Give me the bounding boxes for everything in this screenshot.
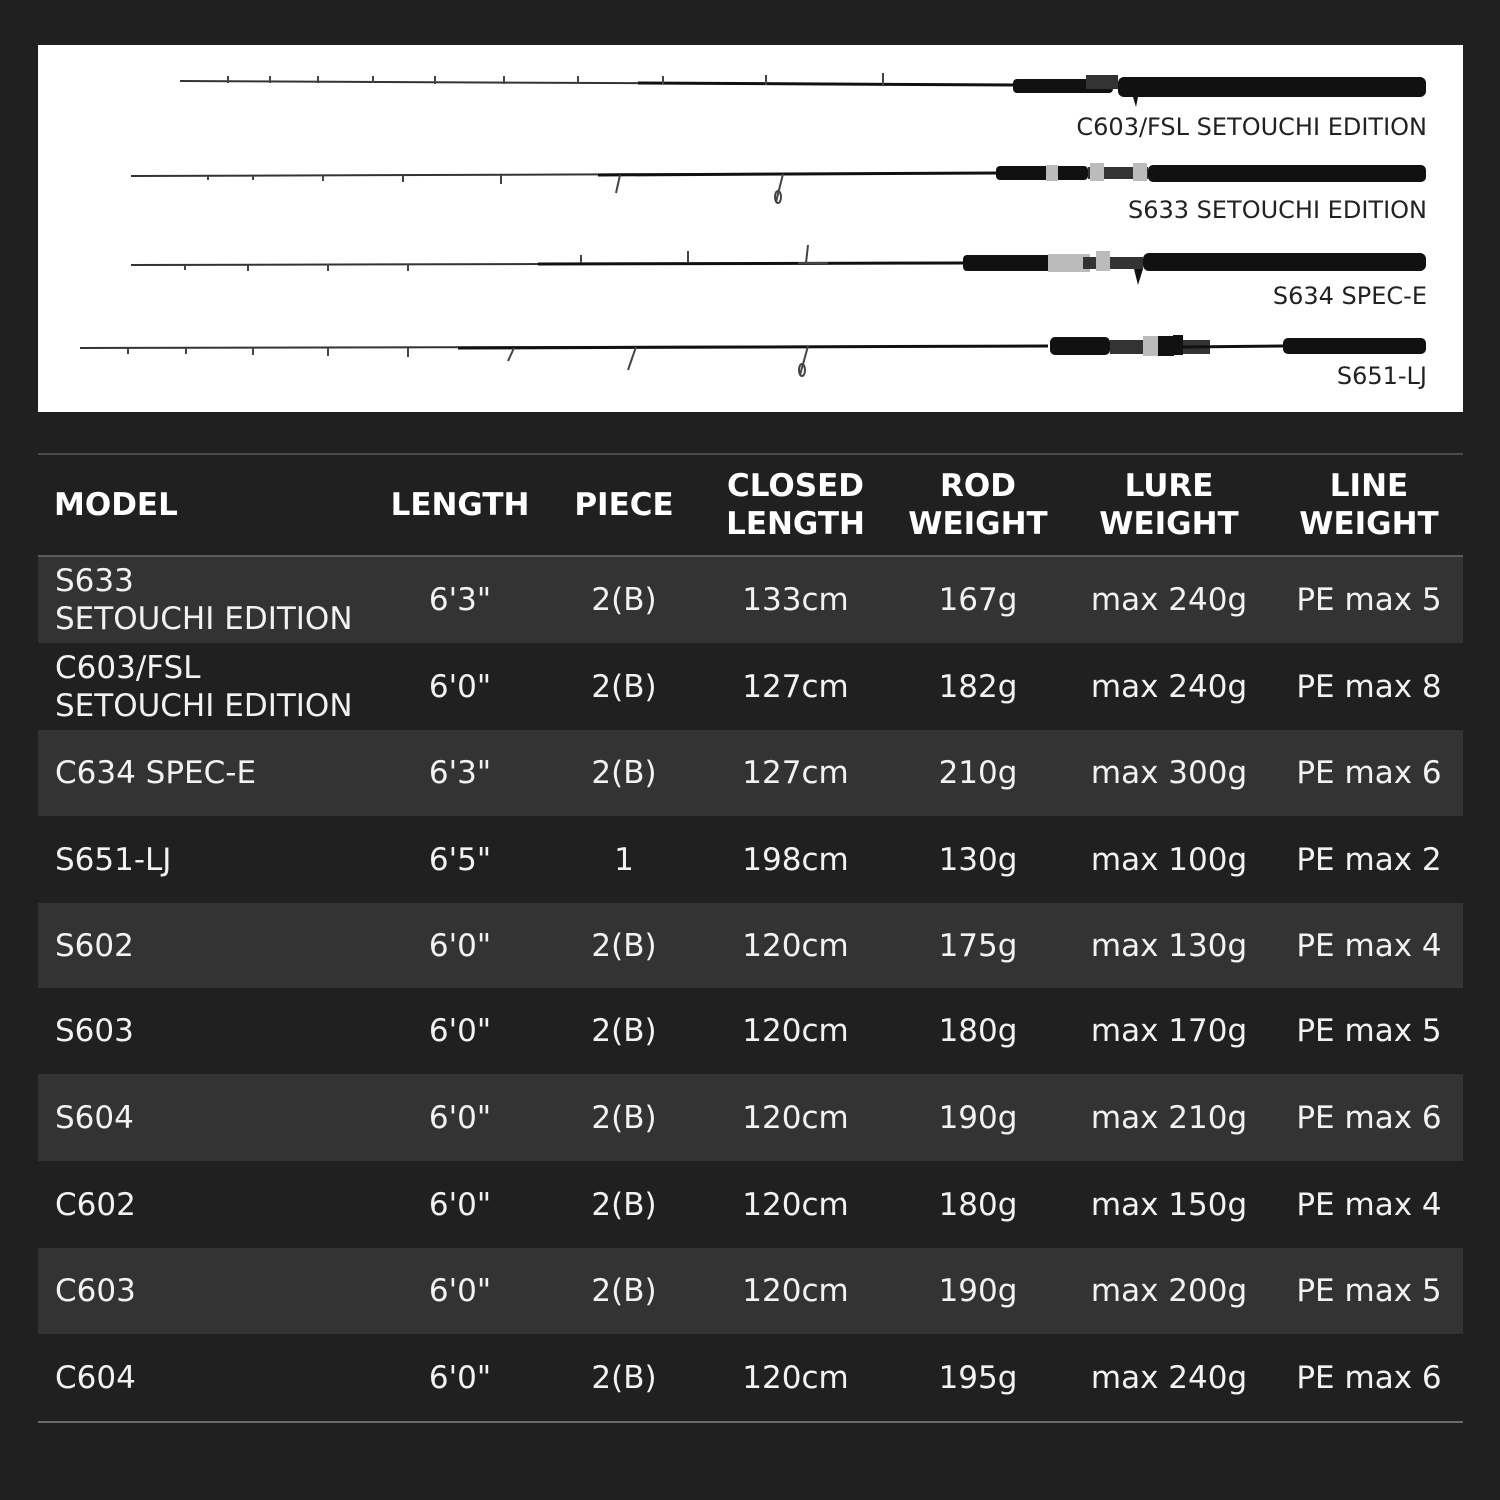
length-cell: 6'0" bbox=[428, 1273, 492, 1309]
rod-s634-spec-e bbox=[131, 245, 1426, 285]
line-weight-cell: PE max 6 bbox=[1296, 1359, 1442, 1396]
length-cell: 6'0" bbox=[428, 1013, 492, 1049]
line-weight-cell: PE max 5 bbox=[1296, 1013, 1442, 1049]
lure-weight-cell: max 130g bbox=[1090, 927, 1248, 964]
rod-label-s651-lj: S651-LJ bbox=[1336, 362, 1427, 390]
closed-length-cell: 198cm bbox=[742, 841, 849, 878]
rod-s651-lj bbox=[80, 335, 1426, 376]
piece-cell: 2(B) bbox=[591, 1186, 657, 1223]
model-cell bbox=[38, 1359, 370, 1397]
length-cell: 6'3" bbox=[428, 755, 492, 791]
closed-length-cell: 120cm bbox=[742, 1186, 849, 1223]
model-cell bbox=[38, 562, 370, 638]
rod-weight-cell: 195g bbox=[938, 1359, 1018, 1396]
model-name: S633 bbox=[55, 563, 134, 599]
rod-weight-cell: 190g bbox=[938, 1099, 1018, 1136]
rod-weight-cell: 175g bbox=[938, 927, 1018, 964]
line-weight-cell: PE max 6 bbox=[1296, 1099, 1442, 1136]
rod-weight-cell: 180g bbox=[938, 1013, 1018, 1049]
model-name: C604 bbox=[55, 1359, 136, 1396]
lure-weight-cell: max 150g bbox=[1090, 1186, 1248, 1223]
line-weight-cell: PE max 5 bbox=[1296, 582, 1442, 618]
length-cell: 6'0" bbox=[428, 1186, 492, 1223]
length-cell: 6'0" bbox=[428, 927, 492, 964]
piece-cell: 2(B) bbox=[591, 1013, 657, 1049]
model-name: C603 bbox=[55, 1273, 136, 1309]
table-row bbox=[38, 1334, 1463, 1421]
piece-cell: 2(B) bbox=[591, 668, 657, 705]
model-cell bbox=[38, 649, 370, 725]
piece-cell: 2(B) bbox=[591, 1273, 657, 1309]
rod-label-s633: S633 SETOUCHI EDITION bbox=[1127, 196, 1427, 224]
lure-weight-cell: max 210g bbox=[1090, 1099, 1248, 1136]
header-model: MODEL bbox=[54, 487, 178, 523]
model-name: S604 bbox=[55, 1099, 134, 1136]
header-line-weight: LINE WEIGHT bbox=[1299, 468, 1439, 542]
line-weight-cell: PE max 2 bbox=[1296, 841, 1442, 878]
length-cell: 6'5" bbox=[428, 841, 492, 878]
closed-length-cell: 120cm bbox=[742, 1359, 849, 1396]
model-name: S602 bbox=[55, 927, 134, 964]
lure-weight-cell: max 200g bbox=[1090, 1273, 1248, 1309]
table-row bbox=[38, 1074, 1463, 1161]
model-cell bbox=[38, 927, 370, 965]
piece-cell: 2(B) bbox=[591, 1099, 657, 1136]
closed-length-cell: 120cm bbox=[742, 1099, 849, 1136]
table-row bbox=[38, 730, 1463, 816]
model-cell bbox=[38, 841, 370, 879]
rod-c603-fsl bbox=[180, 73, 1426, 107]
model-name: C634 SPEC-E bbox=[55, 755, 257, 791]
table-row bbox=[38, 1248, 1463, 1334]
model-cell bbox=[38, 1186, 370, 1224]
model-name: S651-LJ bbox=[55, 841, 172, 878]
length-cell: 6'0" bbox=[428, 668, 492, 705]
closed-length-cell: 120cm bbox=[742, 927, 849, 964]
line-weight-cell: PE max 4 bbox=[1296, 1186, 1442, 1223]
table-row bbox=[38, 1161, 1463, 1248]
table-body bbox=[38, 557, 1463, 1421]
piece-cell: 2(B) bbox=[591, 1359, 657, 1396]
header-lure-weight: LURE WEIGHT bbox=[1099, 468, 1239, 542]
model-cell bbox=[38, 754, 370, 792]
model-name: C603/FSL bbox=[55, 649, 201, 686]
rods-image-panel bbox=[38, 45, 1463, 412]
closed-length-cell: 133cm bbox=[742, 582, 849, 618]
model-cell bbox=[38, 1012, 370, 1050]
lure-weight-cell: max 300g bbox=[1090, 755, 1248, 791]
closed-length-cell: 120cm bbox=[742, 1273, 849, 1309]
closed-length-cell: 127cm bbox=[742, 668, 849, 705]
piece-cell: 2(B) bbox=[591, 755, 657, 791]
header-length: LENGTH bbox=[390, 487, 530, 523]
closed-length-cell: 120cm bbox=[742, 1013, 849, 1049]
table-row bbox=[38, 643, 1463, 730]
piece-cell: 2(B) bbox=[591, 582, 657, 618]
line-weight-cell: PE max 8 bbox=[1296, 668, 1442, 705]
table-row bbox=[38, 903, 1463, 988]
table-row bbox=[38, 988, 1463, 1074]
rod-label-s634: S634 SPEC-E bbox=[1272, 282, 1427, 310]
table-header bbox=[38, 455, 1463, 557]
header-rod-weight: ROD WEIGHT bbox=[908, 468, 1048, 542]
fishing-rods-illustration bbox=[38, 45, 1463, 412]
line-weight-cell: PE max 4 bbox=[1296, 927, 1442, 964]
rod-weight-cell: 180g bbox=[938, 1186, 1018, 1223]
rod-weight-cell: 210g bbox=[938, 755, 1018, 791]
lure-weight-cell: max 240g bbox=[1090, 1359, 1248, 1396]
piece-cell: 1 bbox=[614, 841, 634, 878]
spec-table bbox=[38, 453, 1463, 1423]
length-cell: 6'0" bbox=[428, 1099, 492, 1136]
rod-weight-cell: 167g bbox=[938, 582, 1018, 618]
length-cell: 6'0" bbox=[428, 1359, 492, 1396]
closed-length-cell: 127cm bbox=[742, 755, 849, 791]
length-cell: 6'3" bbox=[428, 582, 492, 618]
table-row bbox=[38, 557, 1463, 643]
lure-weight-cell: max 240g bbox=[1090, 582, 1248, 618]
lure-weight-cell: max 170g bbox=[1090, 1013, 1248, 1049]
model-edition: SETOUCHI EDITION bbox=[55, 687, 353, 724]
rod-weight-cell: 190g bbox=[938, 1273, 1018, 1309]
model-name: S603 bbox=[55, 1013, 134, 1049]
table-row bbox=[38, 816, 1463, 903]
lure-weight-cell: max 100g bbox=[1090, 841, 1248, 878]
lure-weight-cell: max 240g bbox=[1090, 668, 1248, 705]
model-cell bbox=[38, 1272, 370, 1310]
rod-label-c603-fsl: C603/FSL SETOUCHI EDITION bbox=[1076, 113, 1427, 141]
model-edition: SETOUCHI EDITION bbox=[55, 601, 353, 637]
line-weight-cell: PE max 5 bbox=[1296, 1273, 1442, 1309]
model-cell bbox=[38, 1099, 370, 1137]
model-name: C602 bbox=[55, 1186, 136, 1223]
rod-weight-cell: 130g bbox=[938, 841, 1018, 878]
header-piece: PIECE bbox=[574, 487, 674, 523]
line-weight-cell: PE max 6 bbox=[1296, 755, 1442, 791]
piece-cell: 2(B) bbox=[591, 927, 657, 964]
rod-weight-cell: 182g bbox=[938, 668, 1018, 705]
header-closed-length: CLOSED LENGTH bbox=[726, 468, 865, 542]
